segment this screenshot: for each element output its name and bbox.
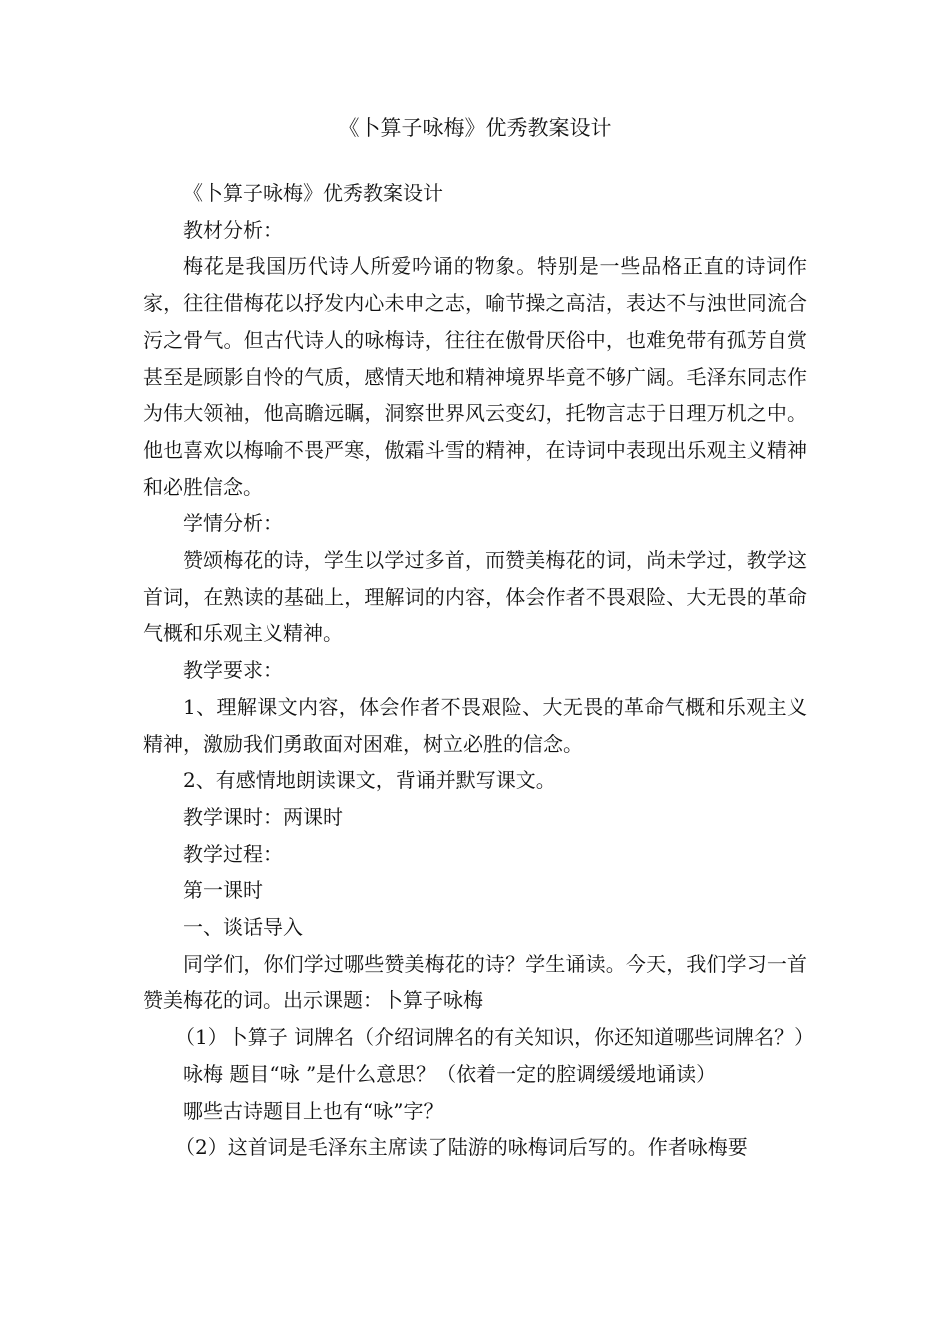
document-body (143, 175, 815, 1166)
heading-textbook-analysis: 教材分析： (183, 217, 283, 242)
paragraph-background: （2）这首词是毛泽东主席读了陆游的咏梅词后写的。作者咏梅要 (175, 1135, 748, 1160)
paragraph-yong-question: 哪些古诗题目上也有“咏”字？ (183, 1098, 444, 1123)
heading-student-analysis: 学情分析： (183, 511, 283, 536)
paragraph-yongmei: 咏梅 题目“咏 ”是什么意思？（依着一定的腔调缓缓地诵读） (183, 1061, 717, 1086)
paragraph-subtitle: 《卜算子咏梅》优秀教案设计 (183, 181, 443, 205)
requirement-item-1: 1、理解课文内容，体会作者不畏艰险、大无畏的革命气概和乐观主义精神，激励我们勇敢面对困难，树立必胜的信念。 (143, 694, 807, 756)
heading-first-period: 第一课时 (183, 878, 263, 903)
teaching-periods: 教学课时：两课时 (183, 804, 343, 829)
paragraph-introduction: 同学们，你们学过哪些赞美梅花的诗？学生诵读。今天，我们学习一首赞美梅花的词。出示课题：卜算子咏梅 (143, 951, 807, 1013)
paragraph-textbook-analysis: 梅花是我国历代诗人所爱吟诵的物象。特别是一些品格正直的诗词作家，往往借梅花以抒发内心未申之志，喻节操之高洁，表达不与浊世同流合污之骨气。但古代诗人的咏梅诗，往往在傲骨厌俗中，也难免带有孤芳自赏甚至是顾影自怜的气质，感情天地和精神境界毕竟不够广阔。毛泽东同志作为伟大领袖，他高瞻远瞩，洞察世界风云变幻，托物言志于日理万机之中。他也喜欢以梅喻不畏严寒，傲霜斗雪的精神，在诗词中表现出乐观主义精神和必胜信念。 (143, 254, 807, 499)
heading-introduction: 一、谈话导入 (183, 915, 303, 940)
paragraph-cipai: （1）卜算子 词牌名（介绍词牌名的有关知识，你还知道哪些词牌名？） (175, 1025, 815, 1050)
document-title: 《卜算子咏梅》优秀教案设计 (338, 116, 612, 140)
paragraph-student-analysis: 赞颂梅花的诗，学生以学过多首，而赞美梅花的词，尚未学过，教学这首词，在熟读的基础上，理解词的内容，体会作者不畏艰险、大无畏的革命气概和乐观主义精神。 (143, 548, 807, 646)
heading-teaching-process: 教学过程： (183, 841, 283, 866)
requirement-item-2: 2、有感情地朗读课文，背诵并默写课文。 (183, 768, 556, 793)
heading-teaching-requirements: 教学要求： (183, 658, 283, 683)
